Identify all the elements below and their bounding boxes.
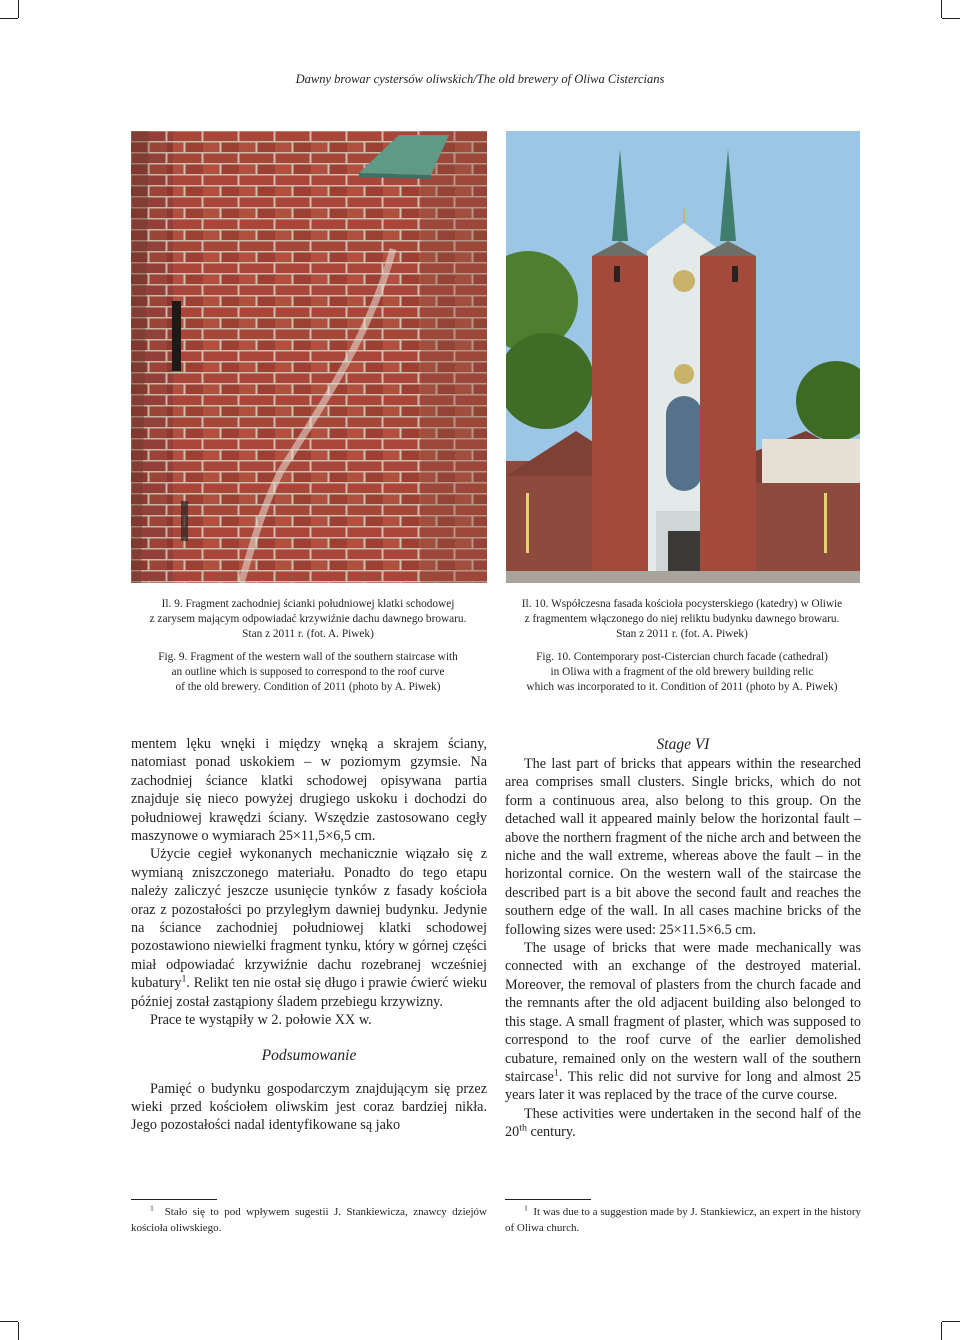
caption-line: Il. 9. Fragment zachodniej ścianki południowej klatki schodowej (161, 598, 455, 610)
running-head (0, 72, 960, 90)
crop-mark (18, 1322, 19, 1340)
body-text: The usage of bricks that were made mechanically was connected with an exchange of the destroyed material. Moreover, the removal of plasters from the church facade and the remnants after the old adjacent building also belonged to this stage. A small fragment of plaster, which was supposed to correspond to the roof curve of the earlier demolished cubature, remained only on the western wall of the southern staircase (505, 940, 861, 1085)
caption-line: Fig. 10. Contemporary post-Cistercian church facade (cathedral) (536, 651, 828, 663)
caption-line: Il. 10. Współczesna fasada kościoła pocysterskiego (katedry) w Oliwie (521, 598, 843, 610)
body-paragraph (131, 845, 487, 1011)
footnote-text: It was due to a suggestion made by J. Stankiewicz, an expert in the history of Oliwa church. (505, 1206, 862, 1234)
footnote-number: 1 (150, 1203, 154, 1213)
body-paragraph: Prace te wystąpiły w 2. połowie XX w. (150, 1012, 372, 1029)
running-head-title: Dawny browar cystersów oliwskich/The old brewery of Oliwa Cistercians (295, 72, 665, 86)
crop-mark (941, 0, 942, 18)
left-text-column (131, 735, 487, 1135)
crop-mark (0, 1321, 18, 1322)
caption-line: Fig. 9. Fragment of the western wall of the southern staircase with (158, 651, 458, 663)
section-heading: Stage VI (656, 736, 710, 753)
footnote-rule (131, 1199, 217, 1200)
footnote (505, 1205, 861, 1236)
right-text-column (505, 735, 861, 1142)
caption-line: z fragmentem włączonego do niej reliktu budynku dawnego browaru. (524, 613, 840, 625)
body-text: Użycie cegieł wykonanych mechanicznie wiązało się z wymianą zniszczonego materiału. Ponadto do tego etapu należy zaliczyć jeszcze usunięcie tynków z fasady kościoła oraz z pozostałości po przyległym dawniej budynku. Jedynie na ściance zachodniej południowej klatki schodowej pozostawiono niewielki fragment tynku, który w górnej części miał odpowiadać krzywiźnie dachu rozebranej wcześniej kubatury (131, 846, 487, 992)
crop-mark (942, 18, 960, 19)
body-text: . Relikt ten nie ostał się długo i prawie ćwierć wieku później został zastąpiony śladem przebiegu krzywizny. (131, 975, 487, 1010)
caption-line: z zarysem mającym odpowiadać krzywiźnie dachu dawnego browaru. (149, 613, 467, 625)
figure-10-cathedral-photo (506, 131, 860, 583)
body-paragraph (505, 1105, 861, 1142)
crop-mark (0, 18, 18, 19)
caption-line: of the old brewery. Condition of 2011 (photo by A. Piwek) (175, 681, 441, 693)
footnote-rule (505, 1199, 591, 1200)
caption-line: an outline which is supposed to correspond to the roof curve (171, 666, 445, 678)
crop-mark (941, 1322, 942, 1340)
superscript: th (519, 1122, 527, 1134)
footnote-reference: 1 (553, 1067, 559, 1079)
caption-line: in Oliwa with a fragment of the old brewery building relic (550, 666, 814, 678)
body-text: century. (526, 1124, 576, 1141)
body-paragraph: The last part of bricks that appears within the researched area comprises small clusters. Single bricks, which do not form a continuous area, also belong to this group. On the detached wall it appeared mainly below the horizontal fault – above the northern fragment of the niche arch and between the niche and the wall extreme, whereas above the fault – in the horizontal cornice. On the western wall of the staircase the described part is a bit above the second fault and reaches the southern edge of the wall. In all cases machine bricks of the following sizes were used: 25×11.5×6.5 cm. (505, 756, 861, 938)
body-paragraph (505, 939, 861, 1105)
figure-9-caption (122, 597, 494, 695)
section-heading: Podsumowanie (261, 1046, 357, 1064)
figure-10-caption (496, 597, 868, 695)
caption-line: which was incorporated to it. Condition of 2011 (photo by A. Piwek) (526, 681, 838, 693)
body-text: . This relic did not survive for long and almost 25 years later it was replaced by the trace of the curve course. (505, 1068, 861, 1104)
footnote-number: 1 (524, 1203, 528, 1213)
crop-mark (942, 1321, 960, 1322)
footnote (131, 1205, 487, 1236)
footnote-reference: 1 (181, 973, 187, 985)
body-paragraph: mentem lęku wnęki i między wnęką a skrajem ściany, natomiast ponad uskokiem – w poziomym gzymsie. Na zachodniej ściance klatki schodowej opisywana partia znajduje się nieco powyżej drugiego uskoku i dochodzi do południowej krawędzi ściany. Wszędzie zastosowano cegły maszynowe o wymiarach 25×11,5×6,5 cm. (131, 736, 487, 845)
caption-line: Stan z 2011 r. (fot. A. Piwek) (242, 628, 374, 640)
body-text: These activities were undertaken in the second half of the 20 (505, 1105, 861, 1141)
figure-9-brick-wall-photo (131, 131, 487, 583)
crop-mark (18, 0, 19, 18)
footnote-text: Stało się to pod wpływem sugestii J. Stankiewicza, znawcy dziejów kościoła oliwskiego. (131, 1206, 488, 1234)
body-paragraph: Pamięć o budynku gospodarczym znajdującym się przez wieki przed kościołem oliwskim jest coraz bardziej nikła. Jego pozostałości nadal identyfikowane są jako (131, 1080, 487, 1134)
caption-line: Stan z 2011 r. (fot. A. Piwek) (616, 628, 748, 640)
